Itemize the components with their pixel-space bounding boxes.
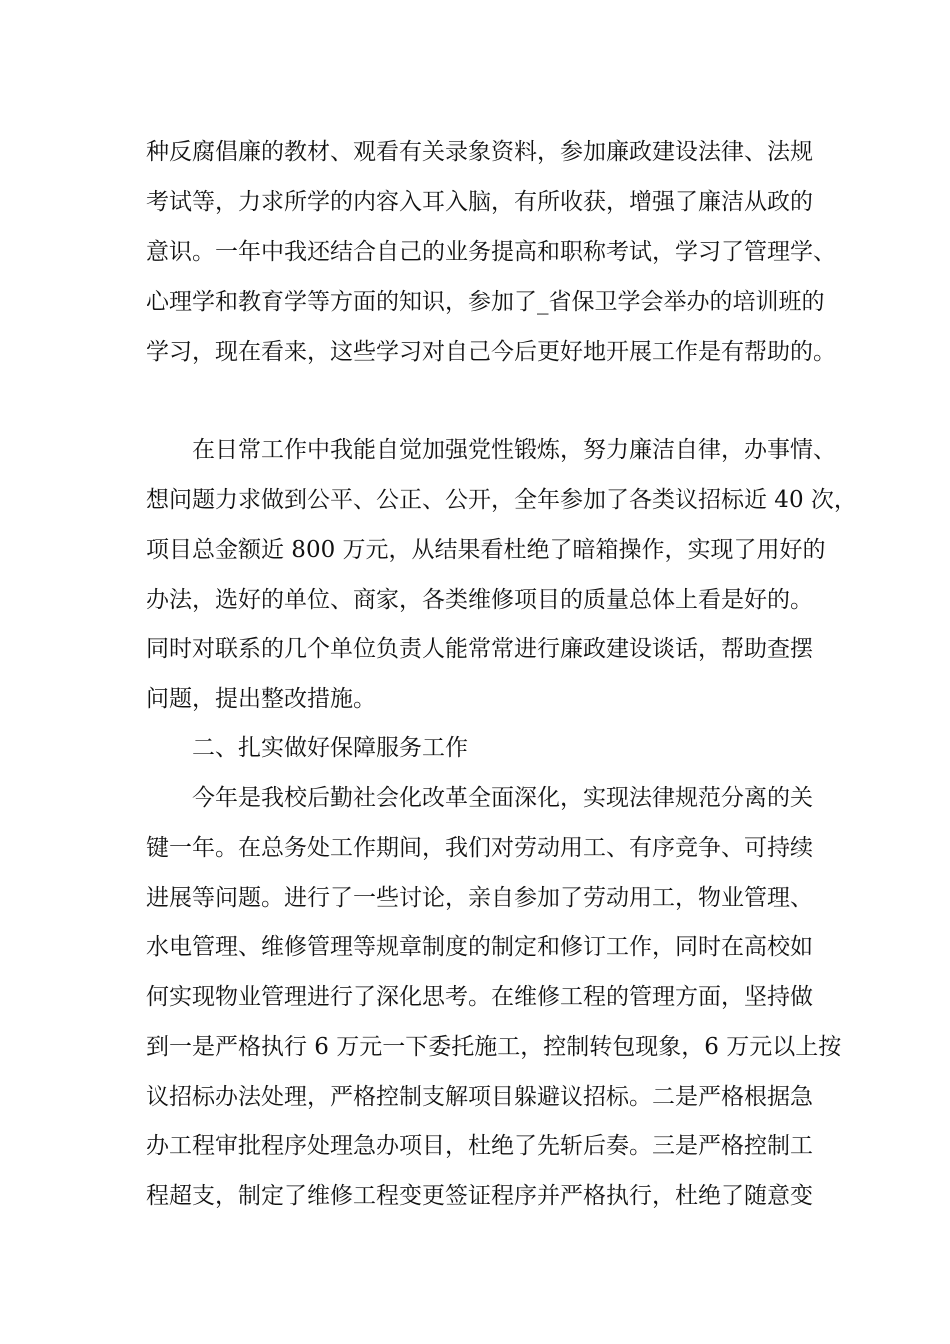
paragraph-3-line-4: 水电管理、维修管理等规章制度的制定和修订工作，同时在高校如 [146,934,813,960]
paragraph-2-line-5: 同时对联系的几个单位负责人能常常进行廉政建设谈话，帮助查摆 [146,636,813,662]
paragraph-3-line-3: 进展等问题。进行了一些讨论，亲自参加了劳动用工，物业管理、 [146,885,813,911]
paragraph-3-line-1: 今年是我校后勤社会化改革全面深化，实现法律规范分离的关 [192,785,813,811]
paragraph-2-line-2: 想问题力求做到公平、公正、公开，全年参加了各类议招标近 40 次， [146,487,857,513]
paragraph-3-line-9: 程超支，制定了维修工程变更签证程序并严格执行，杜绝了随意变 [146,1183,813,1209]
paragraph-3-line-8: 办工程审批程序处理急办项目，杜绝了先斩后奏。三是严格控制工 [146,1133,813,1159]
section-heading: 二、扎实做好保障服务工作 [192,735,468,761]
paragraph-1-line-4: 心理学和教育学等方面的知识，参加了_省保卫学会举办的培训班的 [146,289,825,315]
paragraph-2-line-3: 项目总金额近 800 万元，从结果看杜绝了暗箱操作，实现了用好的 [146,537,826,563]
paragraph-3-line-6: 到一是严格执行 6 万元一下委托施工，控制转包现象，6 万元以上按 [146,1034,842,1060]
paragraph-2-line-4: 办法，选好的单位、商家，各类维修项目的质量总体上看是好的。 [146,587,813,613]
paragraph-3-line-7: 议招标办法处理，严格控制支解项目躲避议招标。二是严格根据急 [146,1084,813,1110]
paragraph-3-line-5: 何实现物业管理进行了深化思考。在维修工程的管理方面，坚持做 [146,984,813,1010]
paragraph-3-line-2: 键一年。在总务处工作期间，我们对劳动用工、有序竞争、可持续 [146,835,813,861]
paragraph-1-line-1: 种反腐倡廉的教材、观看有关录象资料，参加廉政建设法律、法规 [146,139,813,165]
paragraph-1-line-2: 考试等，力求所学的内容入耳入脑，有所收获，增强了廉洁从政的 [146,189,813,215]
paragraph-2-line-6: 问题，提出整改措施。 [146,686,376,712]
paragraph-1-line-5: 学习，现在看来，这些学习对自己今后更好地开展工作是有帮助的。 [146,339,836,365]
paragraph-2-line-1: 在日常工作中我能自觉加强党性锻炼，努力廉洁自律，办事情、 [192,437,836,463]
paragraph-1-line-3: 意识。一年中我还结合自己的业务提高和职称考试，学习了管理学、 [146,239,836,265]
